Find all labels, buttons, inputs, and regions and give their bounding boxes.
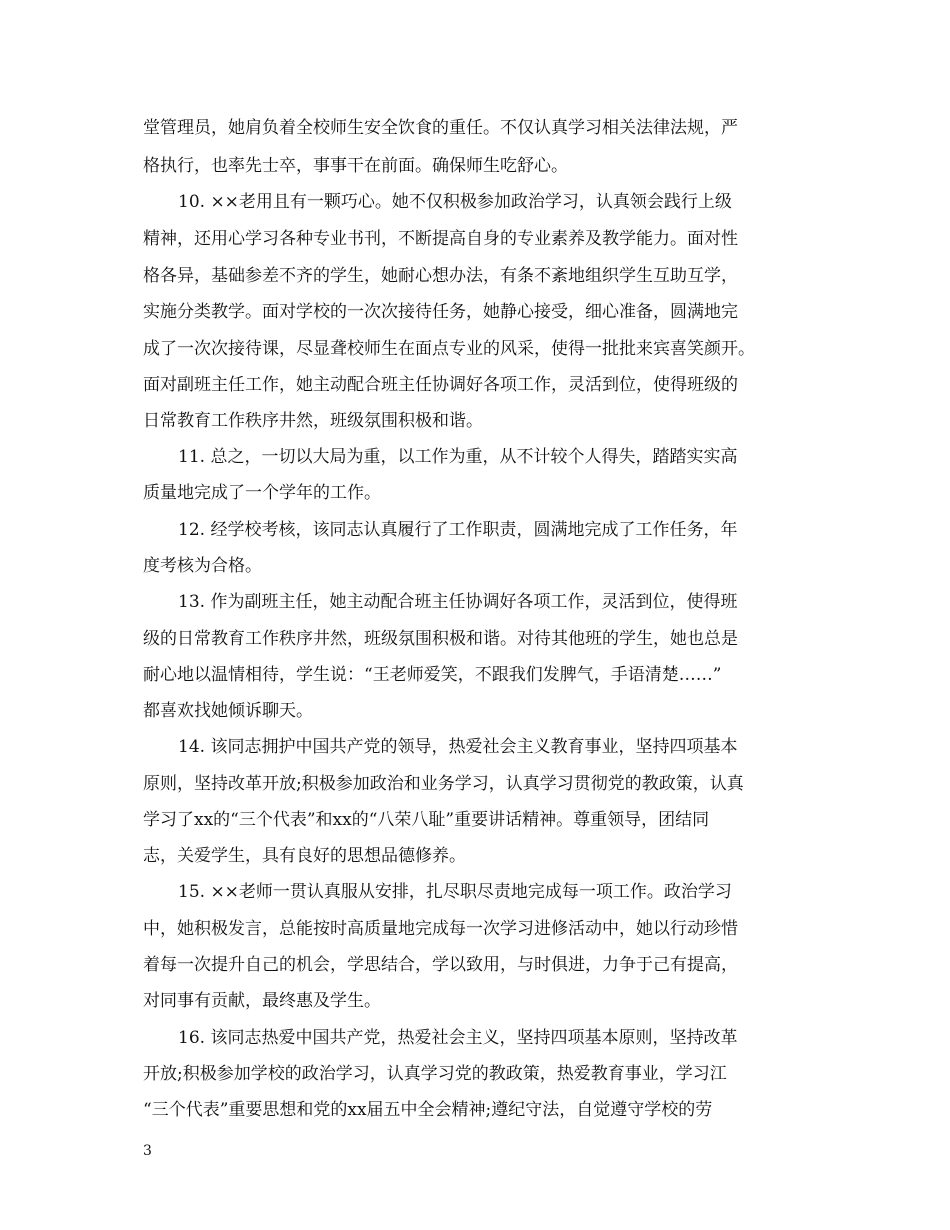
text-line: 格执行，也率先士卒，事事干在前面。确保师生吃舒心。 (143, 156, 568, 176)
text-line: 学习了xx的“三个代表”和xx的“八荣八耻”重要讲话精神。尊重领导，团结同 (143, 810, 710, 830)
text-line: 16. 该同志热爱中国共产党，热爱社会主义，坚持四项基本原则，坚持改革 (178, 1028, 738, 1048)
text-line: 开放;积极参加学校的政治学习，认真学习党的教政策，热爱教育事业，学习江 (143, 1064, 727, 1084)
text-line: 都喜欢找她倾诉聊天。 (143, 701, 313, 721)
text-line: 14. 该同志拥护中国共产党的领导，热爱社会主义教育事业，坚持四项基本 (178, 737, 738, 757)
text-line: 中，她积极发言，总能按时高质量地完成每一次学习进修活动中，她以行动珍惜 (143, 919, 738, 939)
text-line: 志，关爱学生，具有良好的思想品德修养。 (143, 846, 466, 866)
text-line: 13. 作为副班主任，她主动配合班主任协调好各项工作，灵活到位，使得班 (178, 592, 738, 612)
text-line: 格各异，基础参差不齐的学生，她耐心想办法，有条不紊地组织学生互助互学， (143, 266, 738, 286)
text-line: 质量地完成了一个学年的工作。 (143, 483, 381, 503)
text-line: 12. 经学校考核，该同志认真履行了工作职责，圆满地完成了工作任务，年 (178, 520, 738, 540)
text-line: 日常教育工作秩序井然，班级氛围积极和谐。 (143, 411, 483, 431)
text-line: 级的日常教育工作秩序井然，班级氛围积极和谐。对待其他班的学生，她也总是 (143, 629, 738, 649)
text-line: 10. ××老用且有一颗巧心。她不仅积极参加政治学习，认真领会践行上级 (178, 192, 732, 212)
text-line: 着每一次提升自己的机会，学思结合，学以致用，与时俱进，力争于己有提高， (143, 955, 738, 975)
text-line: 度考核为合格。 (143, 556, 262, 576)
text-line: 堂管理员，她肩负着全校师生安全饮食的重任。不仅认真学习相关法律法规，严 (143, 118, 738, 138)
text-line: 11. 总之，一切以大局为重，以工作为重，从不计较个人得失，踏踏实实高 (178, 447, 738, 467)
text-line: 原则，坚持改革开放;积极参加政治和业务学习，认真学习贯彻党的教政策，认真 (143, 774, 744, 794)
text-line: 耐心地以温情相待，学生说：“王老师爱笑，不跟我们发脾气，手语清楚……” (143, 665, 722, 685)
page-number: 3 (143, 1143, 152, 1159)
text-line: 面对副班主任工作，她主动配合班主任协调好各项工作，灵活到位，使得班级的 (143, 375, 738, 395)
text-line: 对同事有贡献，最终惠及学生。 (143, 991, 381, 1011)
text-line: 成了一次次接待课，尽显聋校师生在面点专业的风采，使得一批批来宾喜笑颜开。 (143, 339, 755, 359)
text-line: 实施分类教学。面对学校的一次次接待任务，她静心接受，细心准备，圆满地完 (143, 302, 738, 322)
text-line: 精神，还用心学习各种专业书刊，不断提高自身的专业素养及教学能力。面对性 (143, 229, 738, 249)
text-line: 15. ××老师一贯认真服从安排，扎尽职尽责地完成每一项工作。政治学习 (178, 882, 732, 902)
text-line: “三个代表”重要思想和党的xx届五中全会精神;遵纪守法，自觉遵守学校的劳 (143, 1100, 713, 1120)
